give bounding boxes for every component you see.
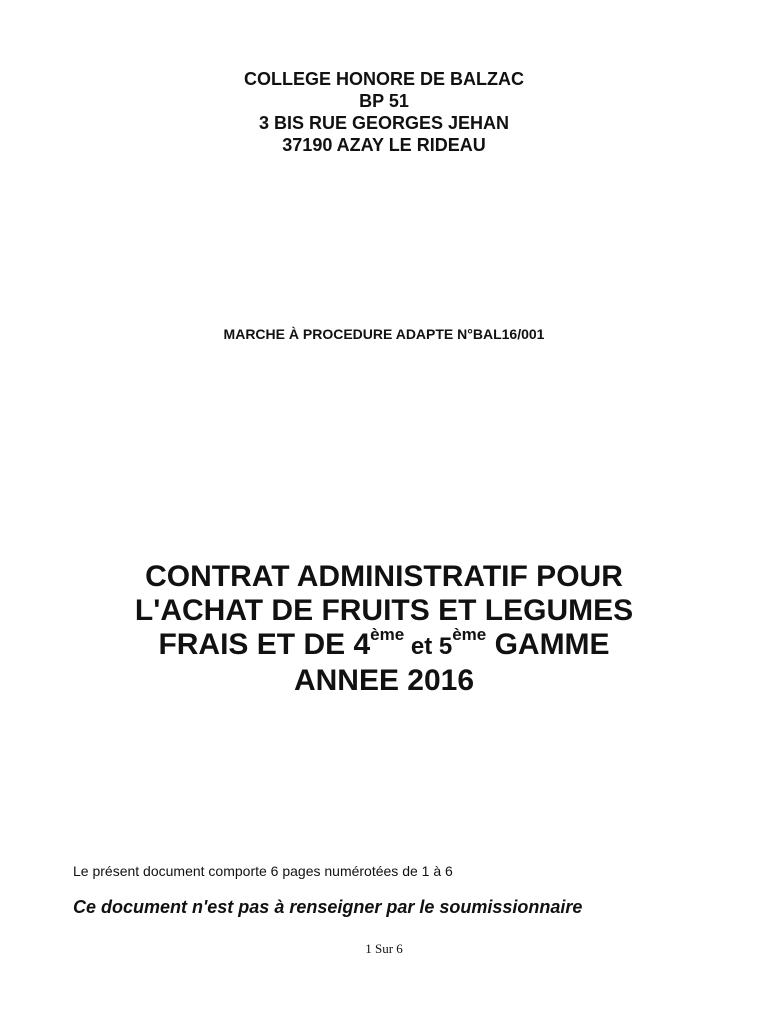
title-line-3-part-b: et 5 — [404, 633, 453, 660]
title-line-3-part-a: FRAIS ET DE 4 — [158, 628, 371, 661]
title-line-3 — [0, 625, 768, 664]
superscript-eme-1: ème — [370, 625, 405, 644]
title-line-1: CONTRAT ADMINISTRATIF POUR — [145, 560, 623, 593]
title-line-3-part-c: GAMME — [486, 628, 610, 661]
page-count-note: Le présent document comporte 6 pages numérotées de 1 à 6 — [73, 863, 453, 879]
page-number: 1 Sur 6 — [365, 941, 403, 956]
school-name: COLLEGE HONORE DE BALZAC — [243, 69, 524, 89]
contract-title — [0, 560, 768, 698]
city-address: 37190 AZAY LE RIDEAU — [282, 135, 486, 155]
postal-box: BP 51 — [359, 91, 409, 111]
submission-notice: Ce document n'est pas à renseigner par le soumissionnaire — [73, 897, 583, 917]
superscript-eme-2: ème — [452, 625, 487, 644]
street-address: 3 BIS RUE GEORGES JEHAN — [258, 113, 510, 133]
title-line-2: L'ACHAT DE FRUITS ET LEGUMES — [134, 594, 634, 627]
title-line-4: ANNEE 2016 — [293, 664, 475, 697]
school-address-block — [0, 68, 768, 156]
procedure-reference: MARCHE À PROCEDURE ADAPTE N°BAL16/001 — [223, 326, 545, 342]
